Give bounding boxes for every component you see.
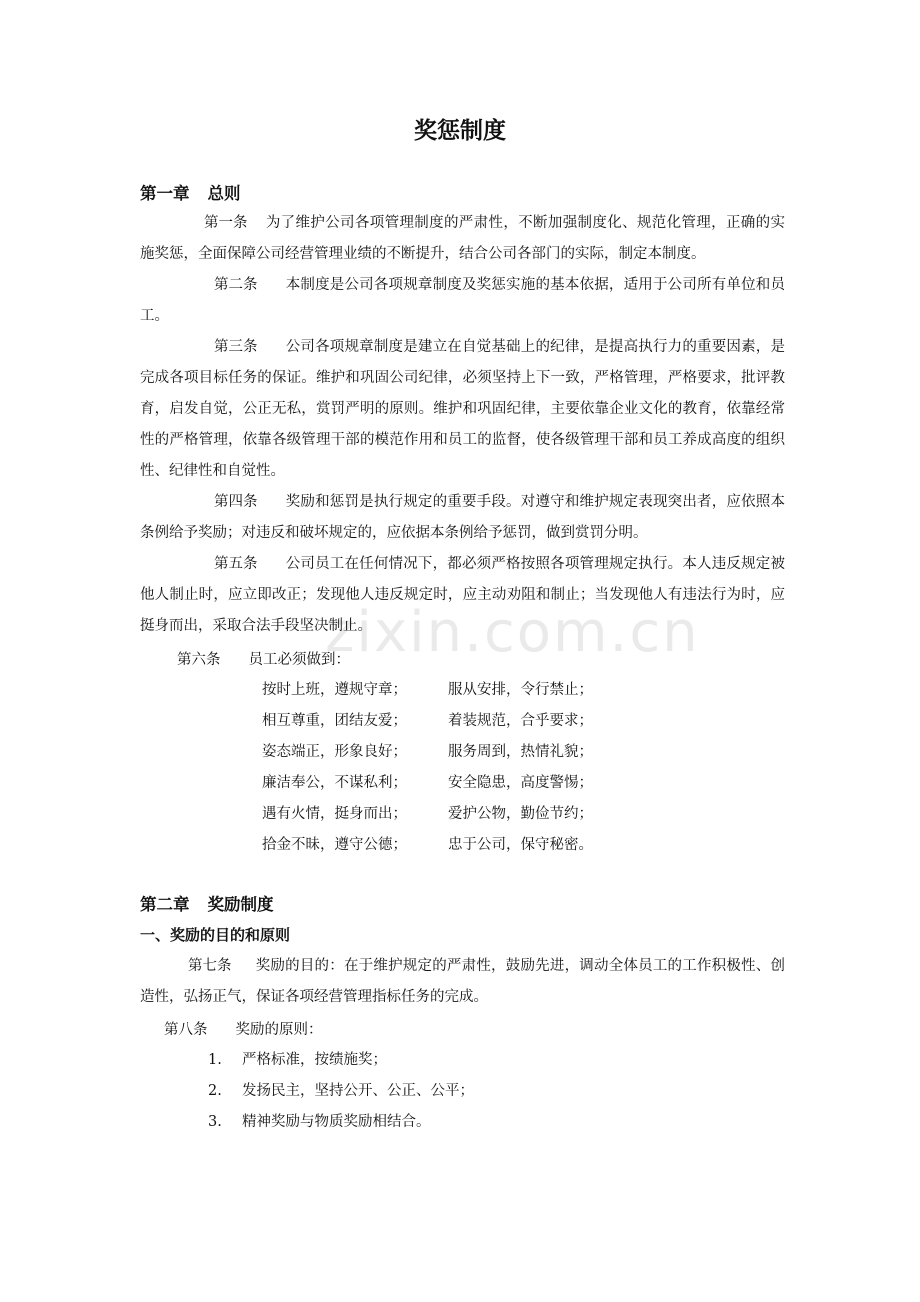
article-text: 本制度是公司各项规章制度及奖惩实施的基本依据，适用于公司所有单位和员工。 <box>140 277 785 324</box>
chapter-number: 第二章 <box>140 895 190 914</box>
article-6 <box>177 648 350 669</box>
list-index: 1. <box>208 1052 222 1068</box>
list-index: 3. <box>208 1114 222 1130</box>
article-3 <box>140 332 785 487</box>
list-index: 2. <box>208 1083 222 1099</box>
list-text: 发扬民主，坚持公开、公正、公平； <box>242 1083 474 1099</box>
duty-item: 爱护公物，勤俭节约； <box>448 806 593 822</box>
article-8 <box>164 1018 323 1039</box>
duty-item: 拾金不昧，遵守公德； <box>262 837 407 853</box>
list-text: 精神奖励与物质奖励相结合。 <box>242 1114 431 1130</box>
list-text: 严格标准，按绩施奖； <box>242 1052 387 1068</box>
duty-row <box>262 771 593 792</box>
article-number: 第二条 <box>214 277 258 293</box>
article-4 <box>140 487 785 549</box>
watermark: zixin.com.cn <box>325 600 700 665</box>
article-5 <box>140 549 785 642</box>
article-1 <box>140 208 785 270</box>
article-text: 奖励的原则： <box>235 1022 323 1038</box>
article-text: 奖励和惩罚是执行规定的重要手段。对遵守和维护规定表现突出者，应依照本条例给予奖励；对违反和破坏规定的，应依据本条例给予惩罚，做到赏罚分明。 <box>140 494 785 541</box>
duty-item: 姿态端正，形象良好； <box>262 744 407 760</box>
duty-row <box>262 833 593 854</box>
chapter-title: 总则 <box>207 184 241 203</box>
duty-row <box>262 740 593 761</box>
article-number: 第六条 <box>177 652 221 668</box>
principle-item <box>208 1079 474 1100</box>
article-7 <box>140 951 785 1013</box>
duty-item: 廉洁奉公，不谋私利； <box>262 775 407 791</box>
duty-item: 服从安排，令行禁止； <box>448 682 593 698</box>
article-number: 第四条 <box>214 494 258 510</box>
chapter-title: 奖励制度 <box>207 895 274 914</box>
article-number: 第七条 <box>188 958 232 974</box>
article-text: 公司各项规章制度是建立在自觉基础上的纪律，是提高执行力的重要因素，是完成各项目标任务的保证。维护和巩固公司纪律，必须坚持上下一致，严格管理，严格要求，批评教育，启发自觉，公正无私，赏罚严明的原则。维护和巩固纪律，主要依靠企业文化的教育，依靠经常性的严格管理，依靠各级管理干部的模范作用和员工的监督，使各级管理干部和员工养成高度的组织性、纪律性和自觉性。 <box>140 339 785 479</box>
article-text: 奖励的目的：在于维护规定的严肃性，鼓励先进，调动全体员工的工作积极性、创造性，弘扬正气，保证各项经营管理指标任务的完成。 <box>140 958 785 1005</box>
duty-item: 服务周到，热情礼貌； <box>448 744 593 760</box>
principle-item <box>208 1110 431 1131</box>
duty-item: 安全隐患，高度警惕； <box>448 775 593 791</box>
duty-item: 按时上班，遵规守章； <box>262 682 407 698</box>
article-text: 公司员工在任何情况下，都必须严格按照各项管理规定执行。本人违反规定被他人制止时，应立即改正；发现他人违反规定时，应主动劝阻和制止；当发现他人有违法行为时，应挺身而出，采取合法手段坚决制止。 <box>140 556 785 634</box>
duty-row <box>262 802 593 823</box>
principle-item <box>208 1048 387 1069</box>
chapter-1-heading <box>140 180 241 204</box>
article-number: 第一条 <box>204 215 248 231</box>
section-heading: 一、奖励的目的和原则 <box>140 926 291 944</box>
chapter-2-heading <box>140 891 274 915</box>
article-number: 第八条 <box>164 1022 208 1038</box>
article-2 <box>140 270 785 332</box>
article-number: 第五条 <box>214 556 258 572</box>
article-text: 员工必须做到： <box>248 652 350 668</box>
duty-item: 着装规范，合乎要求； <box>448 713 593 729</box>
article-number: 第三条 <box>214 339 258 355</box>
article-text: 为了维护公司各项管理制度的严肃性，不断加强制度化、规范化管理，正确的实施奖惩，全面保障公司经营管理业绩的不断提升，结合公司各部门的实际，制定本制度。 <box>140 215 785 262</box>
duty-row <box>262 678 593 699</box>
duty-item: 遇有火情，挺身而出； <box>262 806 407 822</box>
duty-item: 相互尊重，团结友爱； <box>262 713 407 729</box>
duty-row <box>262 709 593 730</box>
chapter-number: 第一章 <box>140 184 190 203</box>
document-title: 奖惩制度 <box>414 118 506 144</box>
duty-item: 忠于公司，保守秘密。 <box>448 837 593 853</box>
